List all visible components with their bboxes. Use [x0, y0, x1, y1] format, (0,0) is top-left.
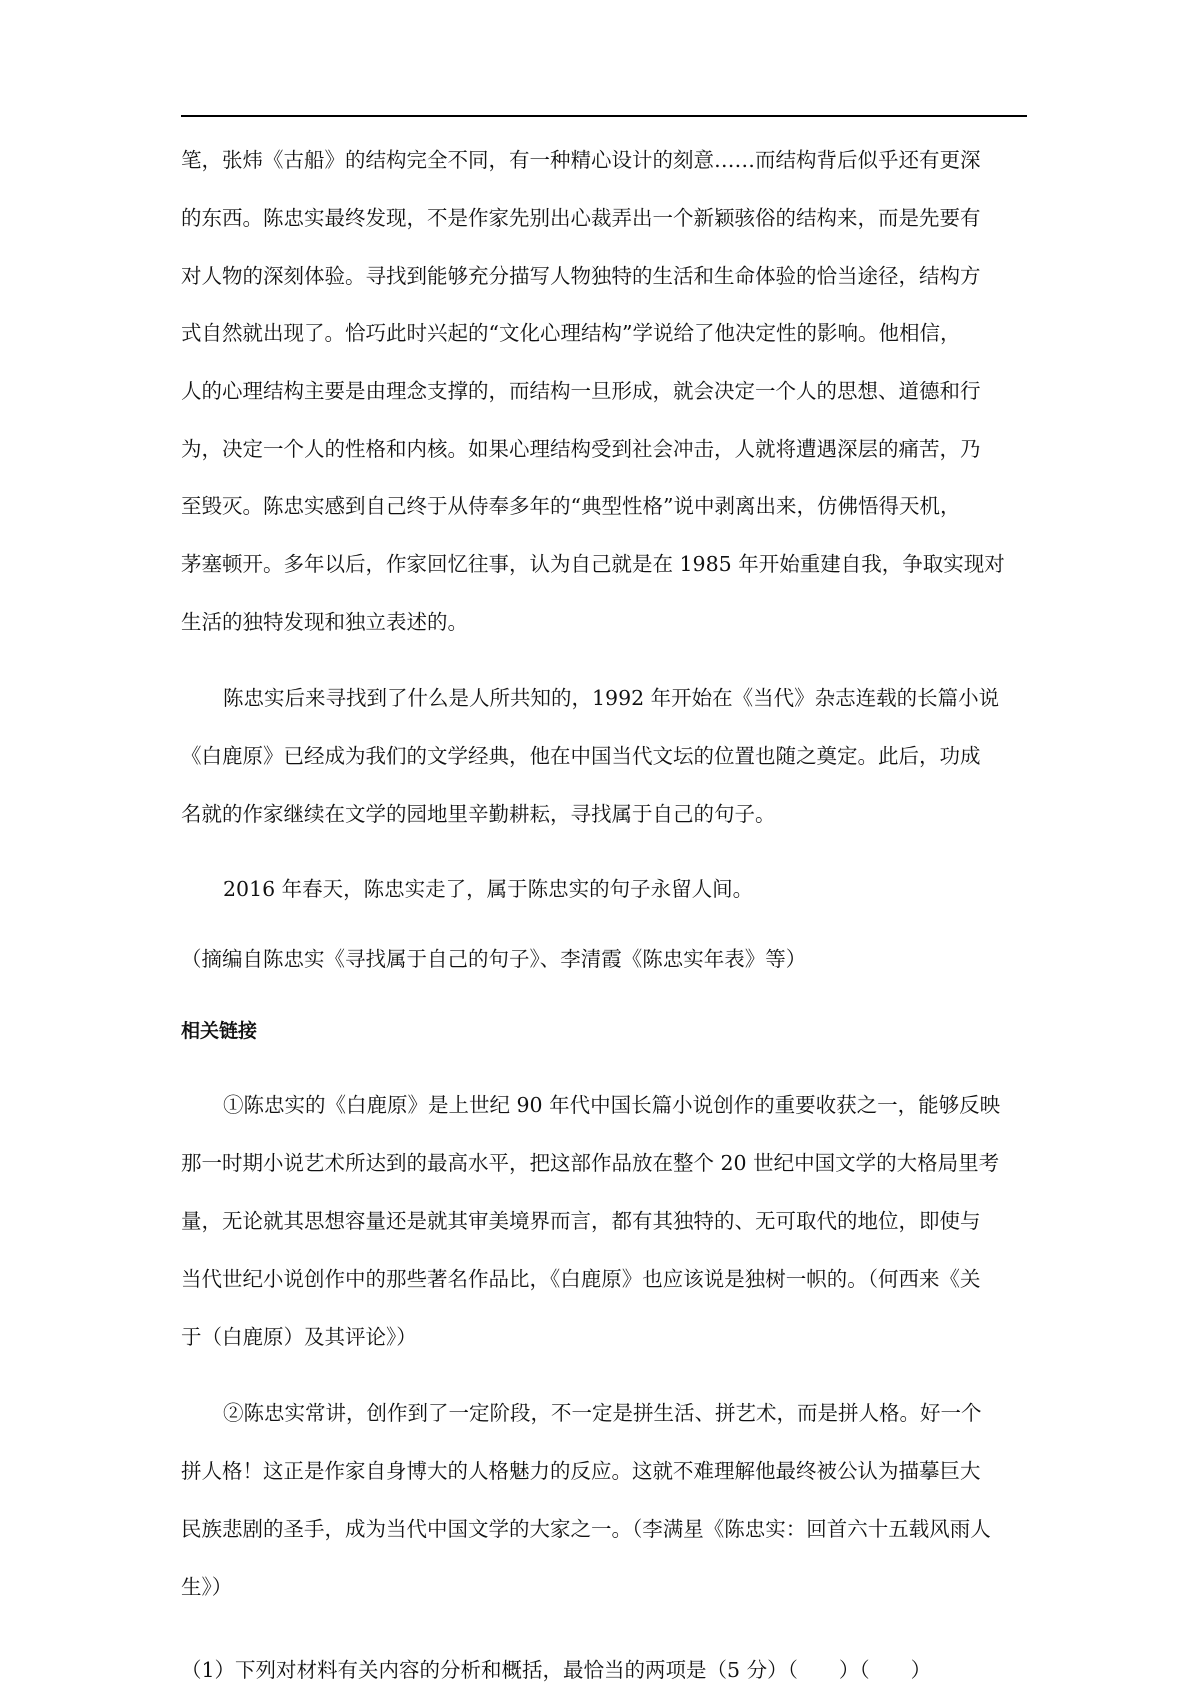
text-line: 当代世纪小说创作中的那些著名作品比，《白鹿原》也应该说是独树一帜的。（何西来《关	[181, 1267, 981, 1291]
header-rule	[181, 115, 1027, 117]
text-line: 陈忠实后来寻找到了什么是人所共知的，1992 年开始在《当代》杂志连载的长篇小说	[223, 686, 1000, 710]
text-line: 名就的作家继续在文学的园地里辛勤耕耘，寻找属于自己的句子。	[181, 802, 776, 826]
source-note: （摘编自陈忠实《寻找属于自己的句子》、李清霞《陈忠实年表》等）	[181, 947, 807, 971]
text-line: 为，决定一个人的性格和内核。如果心理结构受到社会冲击，人就将遭遇深层的痛苦，乃	[181, 437, 981, 461]
text-line: 式自然就出现了。恰巧此时兴起的“文化心理结构”学说给了他决定性的影响。他相信，	[181, 321, 961, 345]
text-line: 那一时期小说艺术所达到的最高水平，把这部作品放在整个 20 世纪中国文学的大格局里考	[181, 1151, 1000, 1175]
text-line: 对人物的深刻体验。寻找到能够充分描写人物独特的生活和生命体验的恰当途径，结构方	[181, 264, 981, 288]
text-line: ①陈忠实的《白鹿原》是上世纪 90 年代中国长篇小说创作的重要收获之一，能够反映	[223, 1093, 1001, 1117]
text-line: 拼人格！这正是作家自身博大的人格魅力的反应。这就不难理解他最终被公认为描摹巨大	[181, 1459, 981, 1483]
text-line: 于（白鹿原）及其评论》）	[181, 1325, 417, 1349]
text-line: 生活的独特发现和独立表述的。	[181, 610, 468, 634]
text-line: 《白鹿原》已经成为我们的文学经典，他在中国当代文坛的位置也随之奠定。此后，功成	[181, 744, 981, 768]
text-line: 笔，张炜《古船》的结构完全不同，有一种精心设计的刻意……而结构背后似乎还有更深	[181, 148, 981, 172]
text-line: 民族悲剧的圣手，成为当代中国文学的大家之一。（李满星《陈忠实：回首六十五载风雨人	[181, 1517, 991, 1541]
question-1: （1）下列对材料有关内容的分析和概括，最恰当的两项是（5 分）（ ）（ ）	[181, 1658, 932, 1682]
text-line: 量，无论就其思想容量还是就其审美境界而言，都有其独特的、无可取代的地位，即使与	[181, 1209, 981, 1233]
text-line: 2016 年春天，陈忠实走了，属于陈忠实的句子永留人间。	[223, 877, 754, 901]
text-line: 人的心理结构主要是由理念支撑的，而结构一旦形成，就会决定一个人的思想、道德和行	[181, 379, 981, 403]
text-line: 茅塞顿开。多年以后，作家回忆往事，认为自己就是在 1985 年开始重建自我，争取实现对	[181, 552, 1005, 576]
text-line: 的东西。陈忠实最终发现，不是作家先别出心裁弄出一个新颖骇俗的结构来，而是先要有	[181, 206, 981, 230]
related-links-heading: 相关链接	[181, 1020, 258, 1042]
text-line: 至毁灭。陈忠实感到自己终于从侍奉多年的“典型性格”说中剥离出来，仿佛悟得天机，	[181, 494, 961, 518]
text-line: 生》）	[181, 1575, 233, 1599]
text-line: ②陈忠实常讲，创作到了一定阶段，不一定是拼生活、拼艺术，而是拼人格。好一个	[223, 1401, 982, 1425]
